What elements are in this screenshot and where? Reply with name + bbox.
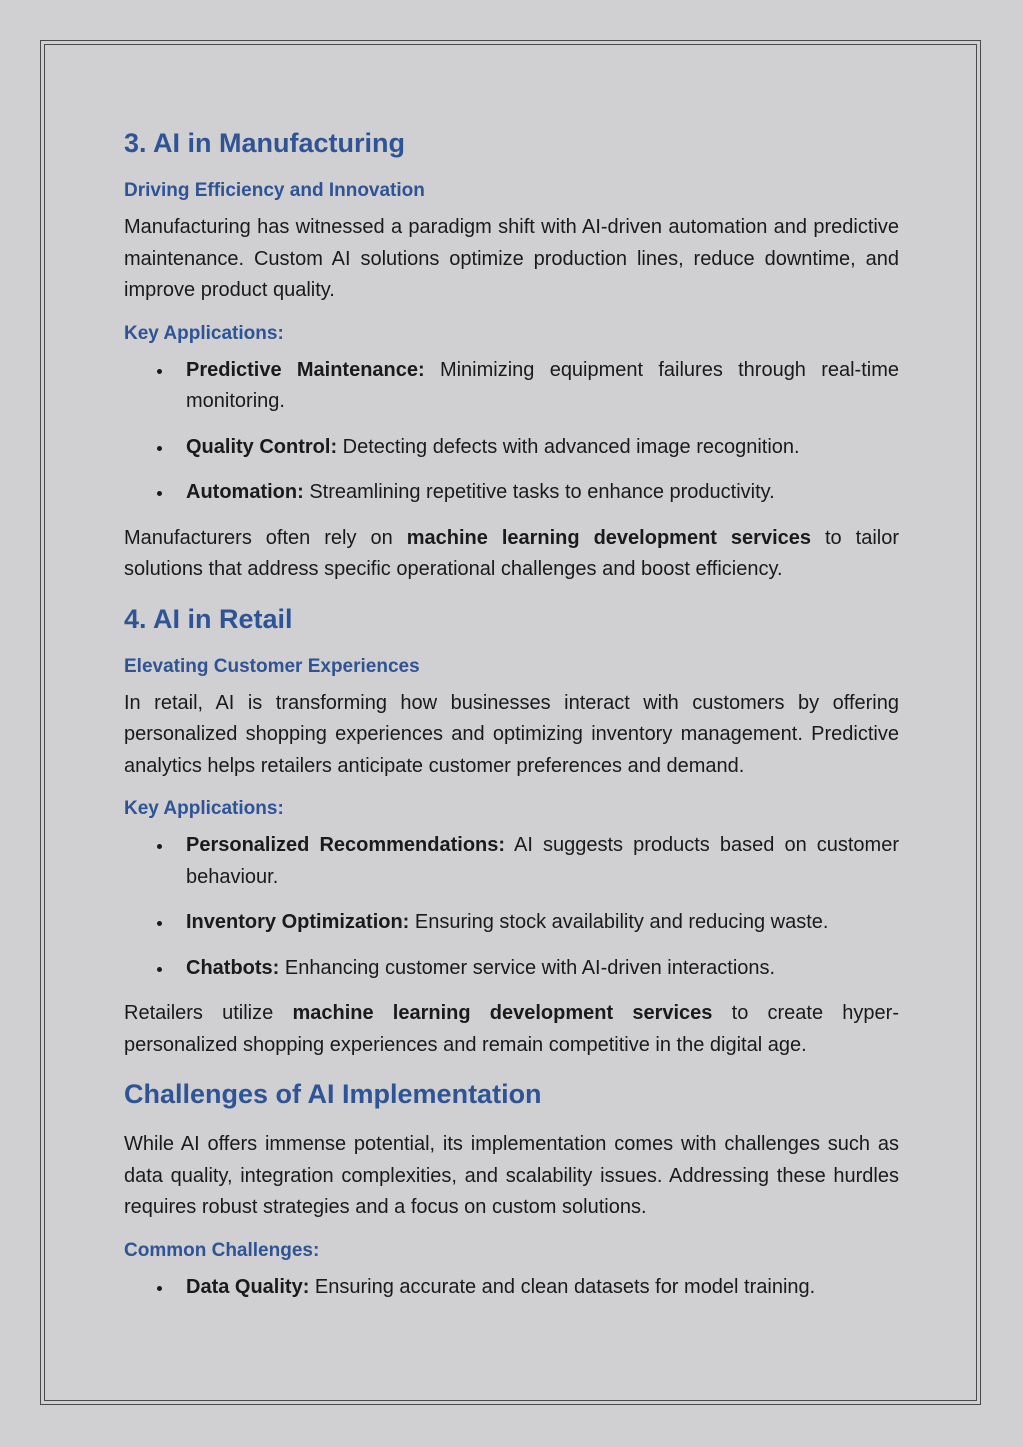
section-heading: Challenges of AI Implementation [124, 1079, 542, 1109]
list-item-text: Ensuring accurate and clean datasets for model training. [309, 1275, 816, 1298]
key-applications-list [124, 830, 899, 984]
section-subheading: Driving Efficiency and Innovation [124, 180, 425, 201]
common-challenges-list [124, 1272, 899, 1304]
list-item-text: AI suggests products based on customer behaviour. [186, 834, 900, 888]
closing-emphasis: machine learning development services [292, 1002, 713, 1024]
list-item-term: Predictive Maintenance: [186, 358, 425, 381]
section-subheading: Elevating Customer Experiences [124, 655, 420, 677]
list-item-text: Minimizing equipment failures through real-time monitoring. [186, 358, 899, 412]
section-intro: In retail, AI is transforming how businesses interact with customers by offering personalized shopping experiences and optimizing inventory management. Predictive analytics helps retailers anticipate customer preferences and demand. [124, 691, 899, 777]
list-item [124, 953, 899, 985]
list-item-text: Detecting defects with advanced image recognition. [337, 435, 800, 458]
list-item [124, 477, 899, 509]
section-challenges [124, 1075, 899, 1303]
section-intro: Manufacturing has witnessed a paradigm shift with AI-driven automation and predictive maintenance. Custom AI solutions optimize production lines, reduce downtime, and improve product quality. [124, 216, 899, 301]
list-item [124, 907, 899, 939]
list-item [124, 432, 899, 464]
key-applications-heading: Key Applications: [124, 322, 284, 344]
section-intro: While AI offers immense potential, its implementation comes with challenges such as data quality, integration complexities, and scalability issues. Addressing these hurdles requires robust strategies and a focus on custom solutions. [124, 1133, 899, 1218]
list-item-text: Enhancing customer service with AI-driven interactions. [279, 956, 776, 979]
list-item [124, 1272, 899, 1304]
list-item-text: Ensuring stock availability and reducing waste. [409, 911, 829, 933]
section-closing [124, 998, 899, 1061]
list-item [124, 355, 899, 418]
key-applications-heading: Key Applications: [124, 798, 284, 819]
list-item-term: Personalized Recommendations: [186, 834, 506, 856]
section-manufacturing [124, 124, 899, 586]
common-challenges-heading: Common Challenges: [124, 1239, 320, 1261]
list-item-term: Automation: [186, 481, 304, 503]
list-item-term: Chatbots: [186, 956, 280, 979]
closing-text: to tailor solutions that address specific operational challenges and boost efficiency. [124, 526, 899, 580]
list-item-text: Streamlining repetitive tasks to enhance productivity. [303, 481, 775, 503]
list-item-term: Quality Control: [186, 435, 338, 458]
key-applications-list [124, 355, 899, 509]
closing-text: Retailers utilize [124, 1002, 293, 1024]
section-retail [124, 600, 899, 1062]
closing-text: to create hyper-personalized shopping experiences and remain competitive in the digital age. [124, 1002, 899, 1056]
closing-text: Manufacturers often rely on [124, 526, 407, 549]
closing-emphasis: machine learning development services [406, 526, 812, 549]
section-heading: 4. AI in Retail [124, 603, 293, 634]
document-body [124, 124, 899, 1317]
section-closing [124, 523, 899, 586]
list-item [124, 830, 899, 893]
section-heading: 3. AI in Manufacturing [124, 128, 406, 158]
list-item-term: Inventory Optimization: [186, 911, 410, 933]
list-item-term: Data Quality: [186, 1275, 310, 1298]
